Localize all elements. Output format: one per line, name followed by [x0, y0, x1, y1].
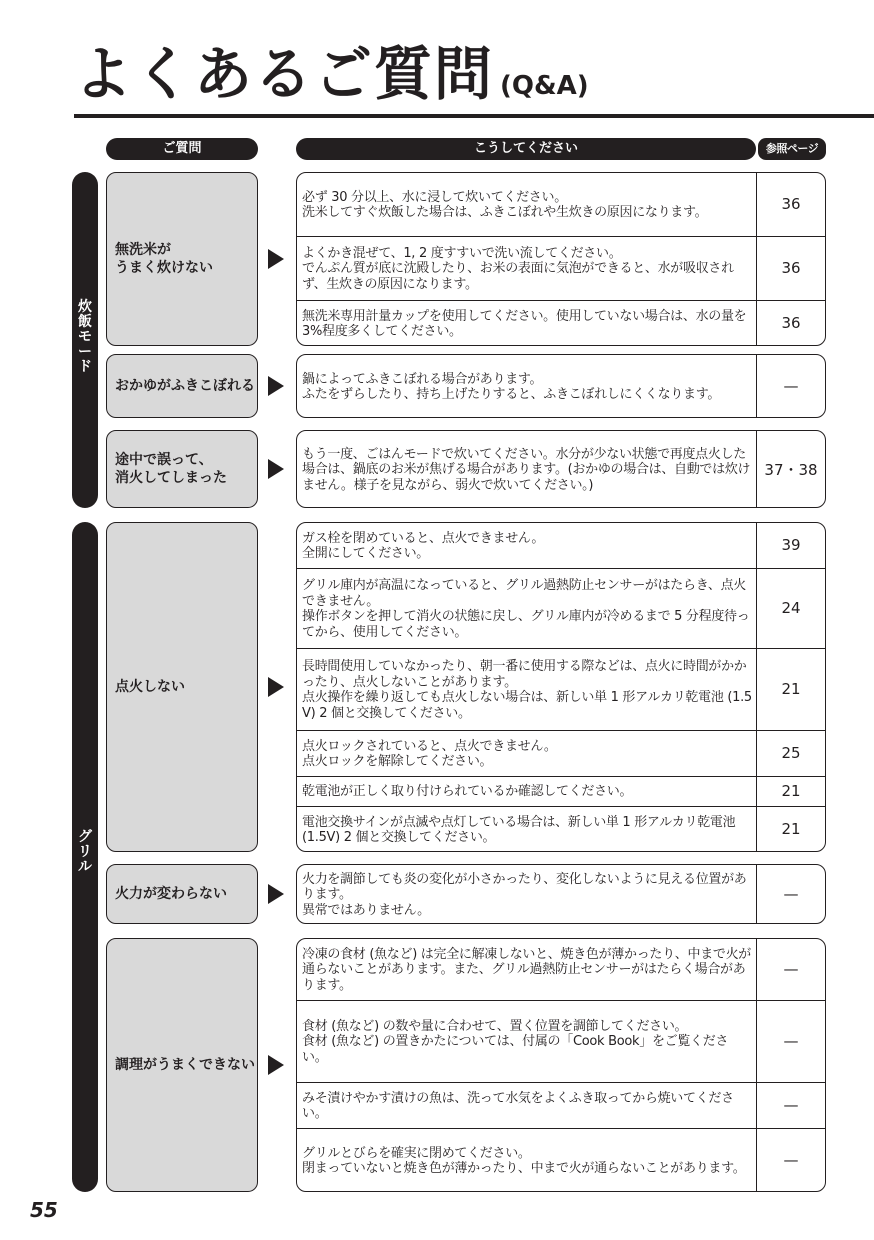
page-title [74, 38, 589, 110]
section-label-suihan [72, 300, 98, 375]
answer-text: グリル庫内が高温になっていると、グリル過熱防止センサーがはたらき、点火できません。 操作ボタンを押して消火の状態に戻し、グリル庫内が冷めるまで 5 分程度待ってから、使用してください。 [302, 578, 750, 640]
answer-text: 無洗米専用計量カップを使用してください。使用していない場合は、水の量を3%程度多くしてください。 [302, 308, 747, 339]
arrow-icon [268, 459, 284, 479]
section-label-grill [72, 830, 98, 875]
answer-text: 乾電池が正しく取り付けられているか確認してください。 [302, 784, 633, 800]
answer-text: 食材 (魚など) の数や量に合わせて、置く位置を調節してください。 食材 (魚など) の置きかたについては、付属の「Cook Book」をご覧ください。 [302, 1018, 729, 1065]
answer-text: よくかき混ぜて、1, 2 度すすいで洗い流してください。 でんぷん質が底に沈殿したり、お米の表面に気泡ができると、水が吸収されず、生炊きの原因になります。 [302, 245, 734, 292]
answer-ref: — [783, 960, 799, 978]
answer-ref: — [783, 1151, 799, 1169]
section-label-suihan-text: 炊飯モード [78, 299, 92, 375]
answer-text: 電池交換サインが点滅や点灯している場合は、新しい単 1 形アルカリ乾電池 (1.5V) 2 個と交換してください。 [302, 814, 736, 845]
answer-ref: 36 [781, 259, 801, 277]
answer-text: 点火ロックされていると、点火できません。 点火ロックを解除してください。 [302, 738, 557, 769]
arrow-icon [268, 884, 284, 904]
answer-text: ガス栓を閉めていると、点火できません。 全開にしてください。 [302, 530, 545, 561]
question-okayu: おかゆがふきこぼれる [106, 354, 258, 418]
question-shouka: 途中で誤って、 消火してしまった [106, 430, 258, 508]
section-bar-suihan [72, 172, 98, 508]
answer-text: 長時間使用していなかったり、朝一番に使用する際などは、点火に時間がかかったり、点火しないことがあります。 点火操作を繰り返しても点火しない場合は、新しい単 1 形アルカリ乾電池 (1.5 V) 2 個と交換してください。 [302, 659, 752, 721]
arrow-icon [268, 1055, 284, 1075]
answer-text: 鍋によってふきこぼれる場合があります。 ふたをずらしたり、持ち上げたりすると、ふきこぼれしにくくなります。 [302, 371, 721, 402]
answer-text: 必ず 30 分以上、水に浸して炊いてください。 洗米してすぐ炊飯した場合は、ふきこぼれや生炊きの原因になります。 [302, 189, 708, 220]
question-musenmai: 無洗米が うまく炊けない [106, 172, 258, 346]
answer-ref: 21 [781, 820, 801, 838]
answer-text: 火力を調節しても炎の変化が小さかったり、変化しないように見える位置があります。 異常ではありません。 [302, 871, 747, 918]
answer-text: 冷凍の食材 (魚など) は完全に解凍しないと、焼き色が薄かったり、中まで火が通らないことがあります。また、グリル過熱防止センサーがはたらく場合があります。 [302, 946, 752, 993]
answer-ref: 36 [781, 314, 801, 332]
answer-ref: — [783, 1032, 799, 1050]
answer-text: グリルとびらを確実に閉めてください。 閉まっていないと焼き色が薄かったり、中まで火が通らないことがあります。 [302, 1145, 746, 1176]
page-title-sub: (Q&A) [500, 71, 589, 101]
page-number: 55 [30, 1198, 58, 1222]
answer-ref: 39 [781, 536, 801, 554]
answer-ref: — [783, 1096, 799, 1114]
answer-text: もう一度、ごはんモードで炊いてください。水分が少ない状態で再度点火した場合は、鍋底のお米が焦げる場合があります。(おかゆの場合は、自動では炊けません。様子を見ながら、弱火で炊いてください。) [302, 446, 751, 493]
answer-ref: — [783, 377, 799, 395]
header-question: ご質問 [106, 138, 258, 160]
answer-text: みそ漬けやかす漬けの魚は、洗って水気をよくふき取ってから焼いてください。 [302, 1090, 734, 1121]
title-rule [74, 114, 874, 118]
answer-ref: 37・38 [764, 460, 818, 479]
section-bar-grill [72, 522, 98, 1192]
arrow-icon [268, 677, 284, 697]
question-karyoku: 火力が変わらない [106, 864, 258, 924]
header-ref: 参照ページ [758, 138, 826, 160]
answer-ref: 25 [781, 744, 801, 762]
answer-ref: 24 [781, 599, 801, 617]
section-label-grill-text: グリル [78, 829, 92, 875]
question-chouri: 調理がうまくできない [106, 938, 258, 1192]
question-tenka: 点火しない [106, 522, 258, 852]
answer-ref: — [783, 885, 799, 903]
answer-ref: 21 [781, 782, 801, 800]
arrow-icon [268, 376, 284, 396]
page-title-main: よくあるご質問 [74, 40, 495, 108]
answer-ref: 21 [781, 680, 801, 698]
header-answer: こうしてください [296, 138, 756, 160]
arrow-icon [268, 249, 284, 269]
answer-ref: 36 [781, 195, 801, 213]
